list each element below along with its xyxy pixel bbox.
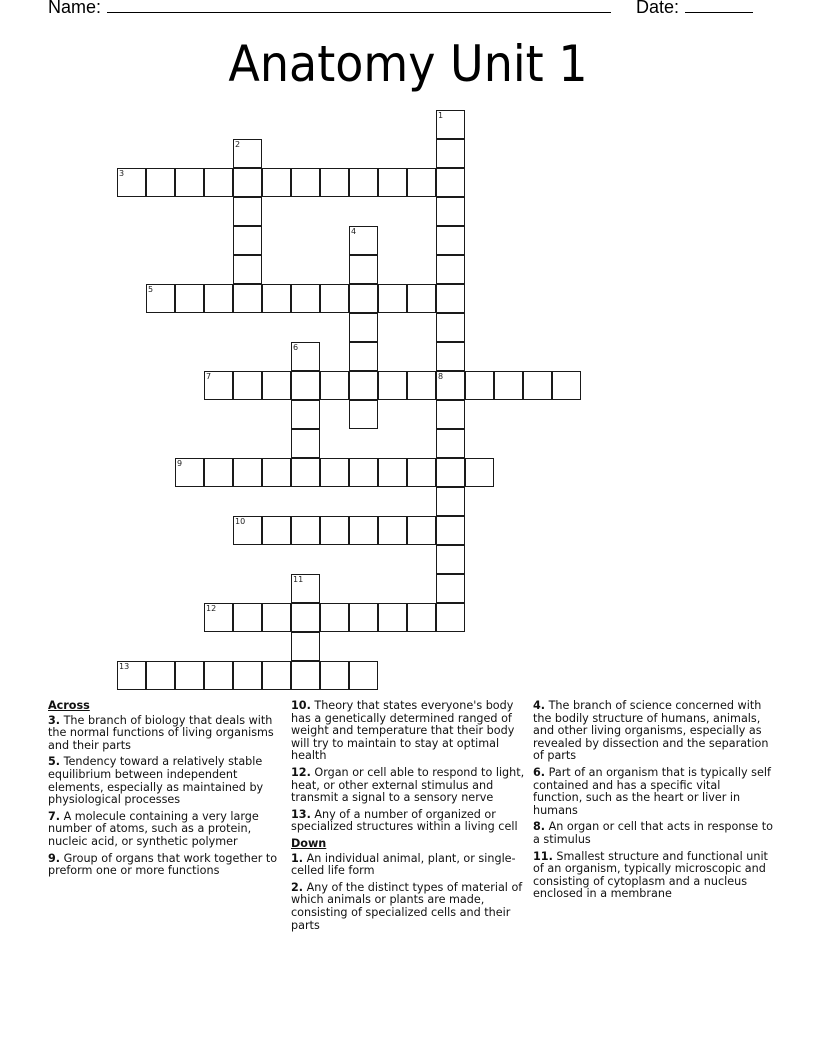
crossword-cell[interactable]: [320, 603, 349, 632]
crossword-cell[interactable]: [233, 371, 262, 400]
crossword-cell[interactable]: [291, 661, 320, 690]
crossword-cell[interactable]: [349, 168, 378, 197]
crossword-cell[interactable]: [233, 197, 262, 226]
clue-across-3: [48, 715, 284, 753]
crossword-cell[interactable]: [436, 371, 465, 400]
clue-number: 9.: [48, 851, 61, 865]
crossword-cell[interactable]: [204, 168, 233, 197]
crossword-cell[interactable]: [378, 603, 407, 632]
crossword-cell[interactable]: [407, 284, 436, 313]
crossword-cell[interactable]: [291, 574, 320, 603]
crossword-cell[interactable]: [233, 139, 262, 168]
clue-down-1: [291, 853, 529, 878]
crossword-cell[interactable]: [175, 458, 204, 487]
crossword-cell[interactable]: [262, 458, 291, 487]
clues-column-3: [533, 700, 773, 905]
crossword-cell[interactable]: [233, 458, 262, 487]
crossword-cell[interactable]: [291, 400, 320, 429]
clue-text: The branch of biology that deals with the normal functions of living organisms and their parts: [48, 713, 274, 752]
crossword-cell[interactable]: [291, 371, 320, 400]
clue-number: 2.: [291, 880, 304, 894]
clue-down-8: [533, 821, 773, 846]
cell-number: 8: [438, 372, 444, 381]
crossword-cell[interactable]: [262, 516, 291, 545]
crossword-cell[interactable]: [494, 371, 523, 400]
clue-across-9: [48, 853, 284, 878]
crossword-cell[interactable]: [320, 284, 349, 313]
crossword-cell[interactable]: [465, 371, 494, 400]
crossword-cell[interactable]: [407, 168, 436, 197]
crossword-cell[interactable]: [349, 400, 378, 429]
cell-number: 13: [119, 662, 130, 671]
crossword-cell[interactable]: [233, 226, 262, 255]
clue-across-12: [291, 767, 529, 805]
crossword-cell[interactable]: [378, 168, 407, 197]
crossword-cell[interactable]: [204, 458, 233, 487]
crossword-cell[interactable]: [320, 371, 349, 400]
crossword-cell[interactable]: [320, 661, 349, 690]
crossword-cell[interactable]: [262, 284, 291, 313]
clue-text: Theory that states everyone's body has a genetically determined ranged of weight and temperature that their body will try to maintain to stay at optimal health: [291, 699, 515, 763]
crossword-cell[interactable]: [233, 255, 262, 284]
clue-text: Tendency toward a relatively stable equilibrium between independent elements, especially as maintained by physiological processes: [48, 755, 264, 807]
crossword-cell[interactable]: [175, 284, 204, 313]
crossword-cell[interactable]: [465, 458, 494, 487]
crossword-cell[interactable]: [523, 371, 552, 400]
page-title: Anatomy Unit 1: [228, 35, 588, 93]
cell-number: 10: [235, 517, 246, 526]
cell-number: 4: [351, 227, 357, 236]
clue-down-4: [533, 700, 773, 763]
cell-number: 5: [148, 285, 154, 294]
clue-number: 6.: [533, 765, 546, 779]
down-heading: Down: [291, 836, 327, 850]
crossword-cell[interactable]: [407, 603, 436, 632]
crossword-cell[interactable]: [204, 371, 233, 400]
crossword-cell[interactable]: [291, 284, 320, 313]
crossword-cell[interactable]: [291, 516, 320, 545]
crossword-cell[interactable]: [436, 139, 465, 168]
crossword-cell[interactable]: [233, 168, 262, 197]
crossword-cell[interactable]: [233, 516, 262, 545]
crossword-cell[interactable]: [291, 429, 320, 458]
clue-text: Part of an organism that is typically self contained and has a specific vital function, such as the heart or liver in humans: [533, 765, 771, 817]
clue-across-7: [48, 811, 284, 849]
clue-text: Any of the distinct types of material of which animals or plants are made, consisting of specialized cells and their parts: [291, 880, 523, 932]
crossword-cell[interactable]: [233, 661, 262, 690]
crossword-cell[interactable]: [407, 371, 436, 400]
crossword-cell[interactable]: [349, 516, 378, 545]
crossword-cell[interactable]: [349, 284, 378, 313]
crossword-cell[interactable]: [436, 400, 465, 429]
cell-number: 3: [119, 169, 125, 178]
clue-number: 10.: [291, 699, 311, 712]
clue-number: 8.: [533, 820, 546, 834]
clue-text: An organ or cell that acts in response to a stimulus: [533, 820, 773, 846]
date-label: Date:: [636, 0, 680, 17]
clue-number: 12.: [291, 765, 311, 779]
crossword-cell[interactable]: [262, 661, 291, 690]
crossword-cell[interactable]: [117, 168, 146, 197]
cell-number: 1: [438, 111, 444, 120]
crossword-cell[interactable]: [320, 168, 349, 197]
crossword-cell[interactable]: [146, 168, 175, 197]
crossword-cell[interactable]: [436, 197, 465, 226]
crossword-cell[interactable]: [349, 371, 378, 400]
clue-number: 4.: [533, 699, 546, 712]
clue-text: Any of a number of organized or specialized structures within a living cell: [291, 807, 518, 834]
crossword-cell[interactable]: [349, 603, 378, 632]
crossword-cell[interactable]: [436, 516, 465, 545]
crossword-cell[interactable]: [436, 110, 465, 139]
clue-text: A molecule containing a very large number of atoms, such as a protein, nucleic acid, or synthetic polymer: [48, 809, 259, 848]
crossword-cell[interactable]: [378, 371, 407, 400]
clue-number: 11.: [533, 849, 553, 863]
crossword-cell[interactable]: [320, 458, 349, 487]
cell-number: 7: [206, 372, 212, 381]
crossword-cell[interactable]: [436, 603, 465, 632]
crossword-cell[interactable]: [436, 168, 465, 197]
crossword-cell[interactable]: [204, 284, 233, 313]
crossword-cell[interactable]: [291, 458, 320, 487]
crossword-cell[interactable]: [436, 284, 465, 313]
crossword-cell[interactable]: [320, 516, 349, 545]
crossword-cell[interactable]: [552, 371, 581, 400]
crossword-cell[interactable]: [146, 284, 175, 313]
cell-number: 12: [206, 604, 217, 613]
crossword-cell[interactable]: [378, 284, 407, 313]
clues-column-1: [48, 700, 284, 882]
clue-across-10: [291, 700, 529, 763]
crossword-cell[interactable]: [233, 284, 262, 313]
crossword-cell[interactable]: [407, 516, 436, 545]
crossword-cell[interactable]: [349, 313, 378, 342]
crossword-cell[interactable]: [146, 661, 175, 690]
across-heading: Across: [48, 699, 90, 712]
crossword-cell[interactable]: [204, 603, 233, 632]
crossword-cell[interactable]: [175, 168, 204, 197]
clue-down-2: [291, 882, 529, 932]
crossword-cell[interactable]: [291, 342, 320, 371]
crossword-cell[interactable]: [436, 226, 465, 255]
clue-text: Organ or cell able to respond to light, heat, or other external stimulus and transmit a signal to a sensory nerve: [291, 765, 525, 805]
crossword-cell[interactable]: [349, 342, 378, 371]
crossword-cell[interactable]: [291, 632, 320, 661]
crossword-cell[interactable]: [175, 661, 204, 690]
cell-number: 9: [177, 459, 183, 468]
crossword-cell[interactable]: [349, 661, 378, 690]
crossword-cell[interactable]: [262, 371, 291, 400]
crossword-cell[interactable]: [436, 313, 465, 342]
clue-across-5: [48, 756, 284, 806]
crossword-cell[interactable]: [436, 255, 465, 284]
cell-number: 2: [235, 140, 241, 149]
crossword-cell[interactable]: [436, 574, 465, 603]
clues-column-2: [291, 700, 529, 936]
crossword-cell[interactable]: [262, 603, 291, 632]
clue-number: 5.: [48, 755, 61, 769]
crossword-cell[interactable]: [436, 342, 465, 371]
cell-number: 11: [293, 575, 304, 584]
clue-down-6: [533, 767, 773, 817]
clue-number: 1.: [291, 851, 304, 865]
crossword-cell[interactable]: [436, 429, 465, 458]
clue-across-13: [291, 809, 529, 834]
clue-number: 7.: [48, 809, 61, 823]
crossword-cell[interactable]: [349, 226, 378, 255]
clue-down-11: [533, 851, 773, 901]
clue-text: Group of organs that work together to preform one or more functions: [48, 851, 278, 878]
clue-text: An individual animal, plant, or single-celled life form: [291, 851, 516, 878]
crossword-cell[interactable]: [349, 255, 378, 284]
crossword-cell[interactable]: [262, 168, 291, 197]
crossword-cell[interactable]: [378, 458, 407, 487]
crossword-cell[interactable]: [233, 603, 262, 632]
crossword-cell[interactable]: [378, 516, 407, 545]
crossword-cell[interactable]: [436, 545, 465, 574]
crossword-cell[interactable]: [291, 168, 320, 197]
clue-text: Smallest structure and functional unit of an organism, typically microscopic and consisting of cytoplasm and a nucleus enclosed in a membrane: [533, 849, 768, 901]
crossword-cell[interactable]: [291, 603, 320, 632]
name-label: Name:: [48, 0, 102, 17]
cell-number: 6: [293, 343, 299, 352]
crossword-cell[interactable]: [436, 458, 465, 487]
crossword-cell[interactable]: [204, 661, 233, 690]
crossword-cell[interactable]: [349, 458, 378, 487]
clue-text: The branch of science concerned with the bodily structure of humans, animals, and other living organisms, especially as revealed by dissection and the separation of parts: [533, 699, 769, 763]
crossword-cell[interactable]: [436, 487, 465, 516]
crossword-cell[interactable]: [117, 661, 146, 690]
crossword-cell[interactable]: [407, 458, 436, 487]
clue-number: 3.: [48, 713, 61, 727]
clue-number: 13.: [291, 807, 311, 821]
